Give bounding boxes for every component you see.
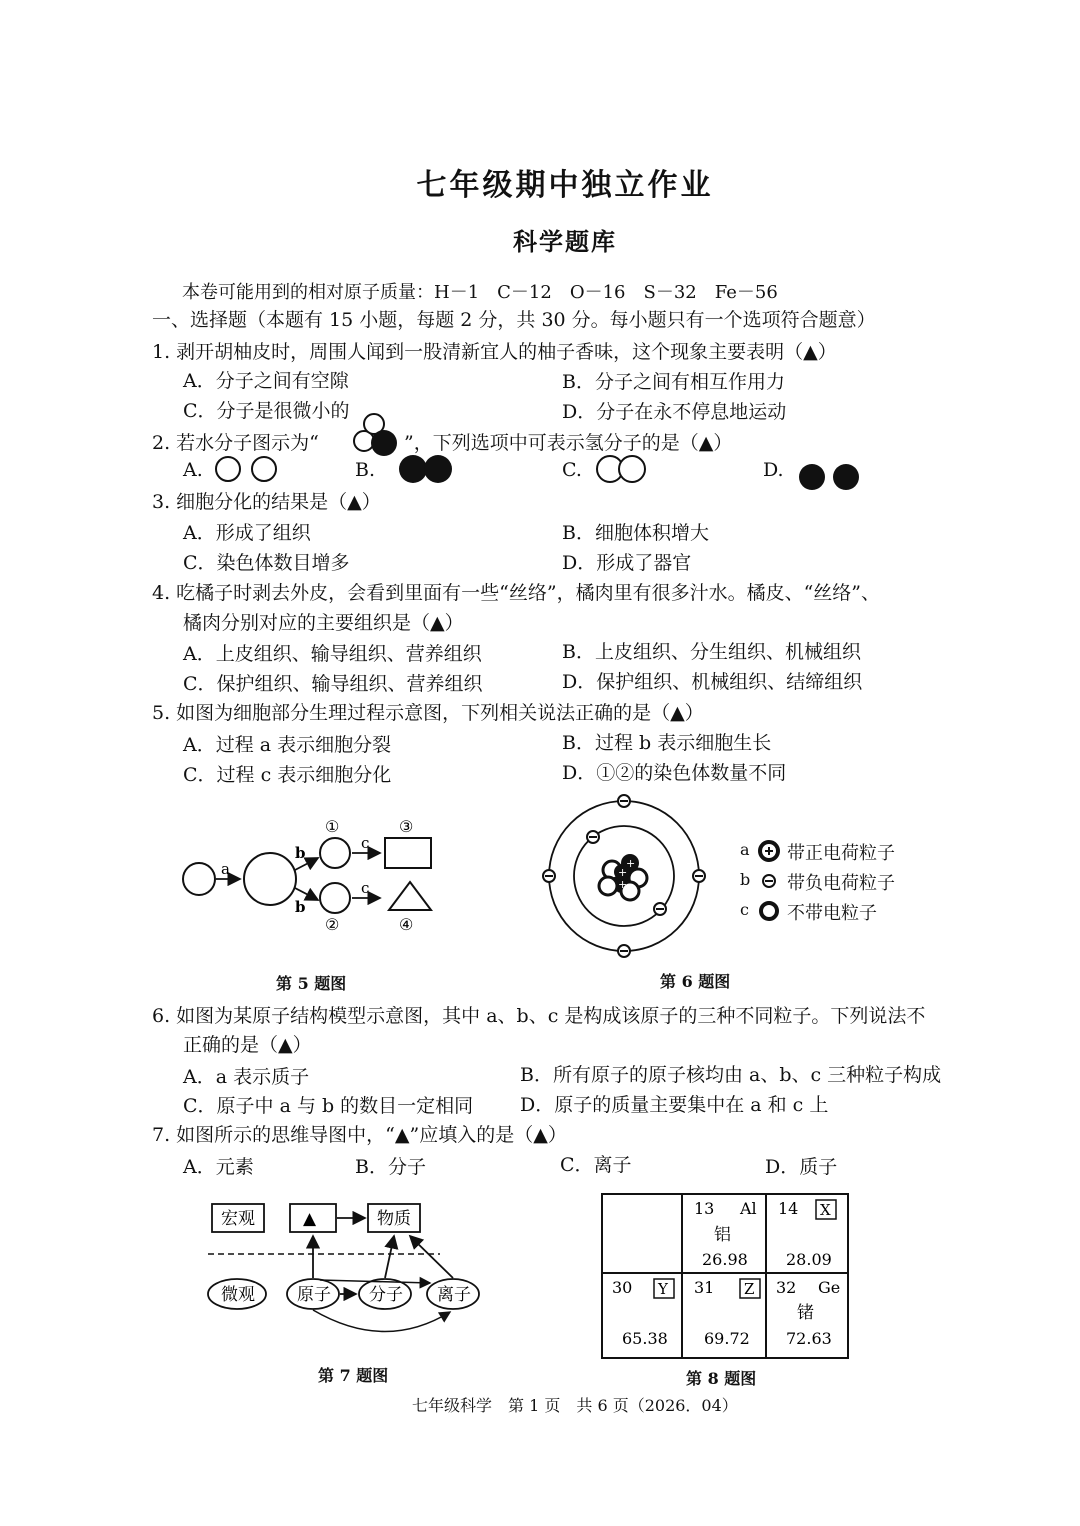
q5-stem: 5. 如图为细胞部分生理过程示意图，下列相关说法正确的是（▲） xyxy=(152,702,704,724)
q7-option-b: B．分子 xyxy=(355,1156,426,1178)
exam-subtitle: 科学题库 xyxy=(513,227,617,256)
figure-5-caption: 第 5 题图 xyxy=(276,974,347,993)
q6-stem-line2: 正确的是（▲） xyxy=(183,1034,312,1056)
q2-option-b: B. xyxy=(355,459,376,481)
atom-nucleus xyxy=(599,854,647,900)
q6-option-d: D．原子的质量主要集中在 a 和 c 上 xyxy=(520,1094,829,1116)
q1-option-c: C．分子是很微小的 xyxy=(183,400,350,422)
q3-option-b: B．细胞体积增大 xyxy=(562,522,709,544)
svg-text:65.38: 65.38 xyxy=(622,1329,668,1348)
q1-stem: 1. 剥开胡柚皮时，周围人闻到一股清新宜人的柚子香味，这个现象主要表明（▲） xyxy=(152,341,837,363)
fig5-label-c-bottom: c xyxy=(361,879,370,897)
q2-stem-part1: 2. 若水分子图示为“ xyxy=(152,432,319,454)
q6-option-b: B．所有原子的原子核均由 a、b、c 三种粒子构成 xyxy=(520,1064,942,1086)
svg-text:69.72: 69.72 xyxy=(704,1329,750,1348)
svg-text:31: 31 xyxy=(694,1278,715,1297)
q7-option-d: D．质子 xyxy=(765,1156,838,1178)
q6-option-c: C．原子中 a 与 b 的数目一定相同 xyxy=(183,1095,474,1117)
q3-option-a: A．形成了组织 xyxy=(183,522,311,544)
svg-text:X: X xyxy=(820,1201,831,1219)
figure-6-caption: 第 6 题图 xyxy=(660,972,731,991)
figure-7-caption: 第 7 题图 xyxy=(318,1366,389,1385)
q3-option-d: D．形成了器官 xyxy=(562,552,692,574)
svg-text:铝: 铝 xyxy=(714,1225,731,1245)
fig6-legend-label-c: 不带电粒子 xyxy=(787,903,877,924)
figure-6-atom-model xyxy=(538,790,718,966)
svg-text:26.98: 26.98 xyxy=(702,1250,748,1269)
q7-option-c: C．离子 xyxy=(560,1154,632,1176)
fig6-legend-key-a: a xyxy=(740,840,750,859)
fig6-legend-key-b: b xyxy=(740,870,751,889)
fig5-tissue-triangle xyxy=(389,882,431,910)
exam-title: 七年级期中独立作业 xyxy=(416,168,714,203)
q4-stem-line1: 4. 吃橘子时剥去外皮，会看到里面有一些“丝络”，橘肉里有很多汁水。橘皮、“丝络”、 xyxy=(152,582,881,604)
q5-option-d: D．①②的染色体数量不同 xyxy=(562,762,787,784)
fig5-label-b-bottom: b xyxy=(295,898,306,916)
q4-option-b: B．上皮组织、分生组织、机械组织 xyxy=(562,641,861,663)
svg-text:28.09: 28.09 xyxy=(786,1250,832,1269)
section-heading: 一、选择题（本题有 15 小题，每题 2 分，共 30 分。每小题只有一个选项符合题意） xyxy=(152,309,876,331)
positive-charge-icon xyxy=(758,840,780,862)
q5-option-b: B．过程 b 表示细胞生长 xyxy=(562,732,772,754)
q2-stem-part2: ”，下列选项中可表示氢分子的是（▲） xyxy=(404,432,733,454)
fig5-small-cell xyxy=(183,863,215,895)
fig6-legend-label-b: 带负电荷粒子 xyxy=(787,873,895,894)
q7-option-a: A．元素 xyxy=(183,1156,254,1178)
fig6-legend-label-a: 带正电荷粒子 xyxy=(787,843,895,864)
figure-8-caption: 第 8 题图 xyxy=(686,1369,757,1388)
q3-option-c: C．染色体数目增多 xyxy=(183,552,350,574)
q1-option-b: B．分子之间有相互作用力 xyxy=(562,371,785,393)
svg-text:+: + xyxy=(618,878,628,891)
q1-option-a: A．分子之间有空隙 xyxy=(183,370,349,392)
q6-stem-line1: 6. 如图为某原子结构模型示意图，其中 a、b、c 是构成该原子的三种不同粒子。下列说法不 xyxy=(152,1005,926,1027)
page-footer: 七年级科学 第 1 页 共 6 页（2026．04） xyxy=(412,1396,738,1415)
svg-text:Ge: Ge xyxy=(818,1278,841,1297)
q5-option-c: C．过程 c 表示细胞分化 xyxy=(183,764,392,786)
fig5-cell-1 xyxy=(320,838,350,868)
neutral-particle-icon xyxy=(758,900,780,922)
q2-option-d: D. xyxy=(763,459,784,481)
q4-option-a: A．上皮组织、输导组织、营养组织 xyxy=(183,643,482,665)
svg-text:13: 13 xyxy=(694,1199,715,1218)
q2-option-c: C. xyxy=(562,459,582,481)
fig5-large-cell xyxy=(244,853,296,905)
fig7-atom-label: 原子 xyxy=(297,1285,331,1305)
svg-text:72.63: 72.63 xyxy=(786,1329,832,1348)
fig5-num-3: ③ xyxy=(399,817,414,836)
fig5-cell-2 xyxy=(320,883,350,913)
svg-text:+: + xyxy=(626,857,636,870)
q3-stem: 3. 细胞分化的结果是（▲） xyxy=(152,491,381,513)
q7-stem: 7. 如图所示的思维导图中，“▲”应填入的是（▲） xyxy=(152,1124,567,1146)
svg-text:Y: Y xyxy=(658,1280,668,1298)
fig7-macro-label: 宏观 xyxy=(221,1209,255,1229)
q2-option-c-icon xyxy=(592,452,654,486)
q1-option-d: D．分子在永不停息地运动 xyxy=(562,401,787,423)
q5-option-a: A．过程 a 表示细胞分裂 xyxy=(183,734,392,756)
fig7-blank-label: ▲ xyxy=(303,1209,317,1229)
q4-option-c: C．保护组织、输导组织、营养组织 xyxy=(183,673,483,695)
svg-text:+: + xyxy=(618,866,628,879)
atomic-mass-line: 本卷可能用到的相对原子质量：H－1 C－12 O－16 S－32 Fe－56 xyxy=(182,282,778,303)
fig5-label-c-top: c xyxy=(361,834,370,852)
figure-8-periodic-table xyxy=(600,1192,852,1360)
figure-7-mind-map xyxy=(200,1192,490,1342)
q6-option-a: A．a 表示质子 xyxy=(183,1066,310,1088)
q2-option-a: A. xyxy=(183,459,203,481)
fig7-micro-label: 微观 xyxy=(221,1285,255,1305)
svg-text:Z: Z xyxy=(744,1280,755,1298)
svg-text:32: 32 xyxy=(776,1278,797,1297)
fig7-matter-label: 物质 xyxy=(377,1209,411,1229)
q4-stem-line2: 橘肉分别对应的主要组织是（▲） xyxy=(183,612,464,634)
svg-text:30: 30 xyxy=(612,1278,633,1297)
q2-option-d-icon xyxy=(794,460,866,494)
q2-option-b-icon xyxy=(394,452,458,486)
fig5-num-2: ② xyxy=(325,915,340,934)
fig6-legend-key-c: c xyxy=(740,900,749,919)
fig5-label-a: a xyxy=(221,860,230,878)
negative-charge-icon xyxy=(760,872,778,890)
fig7-molecule-label: 分子 xyxy=(369,1285,403,1305)
q4-option-d: D．保护组织、机械组织、结缔组织 xyxy=(562,671,863,693)
svg-text:锗: 锗 xyxy=(797,1303,814,1323)
svg-text:14: 14 xyxy=(778,1199,799,1218)
svg-text:Al: Al xyxy=(740,1199,757,1218)
fig5-num-1: ① xyxy=(325,817,340,836)
fig5-num-4: ④ xyxy=(399,915,414,934)
q2-option-a-icon xyxy=(210,452,284,486)
figure-5-cell-process-diagram xyxy=(175,812,455,942)
fig5-tissue-square xyxy=(385,838,431,868)
fig7-ion-label: 离子 xyxy=(437,1285,471,1305)
fig5-label-b-top: b xyxy=(295,844,306,862)
